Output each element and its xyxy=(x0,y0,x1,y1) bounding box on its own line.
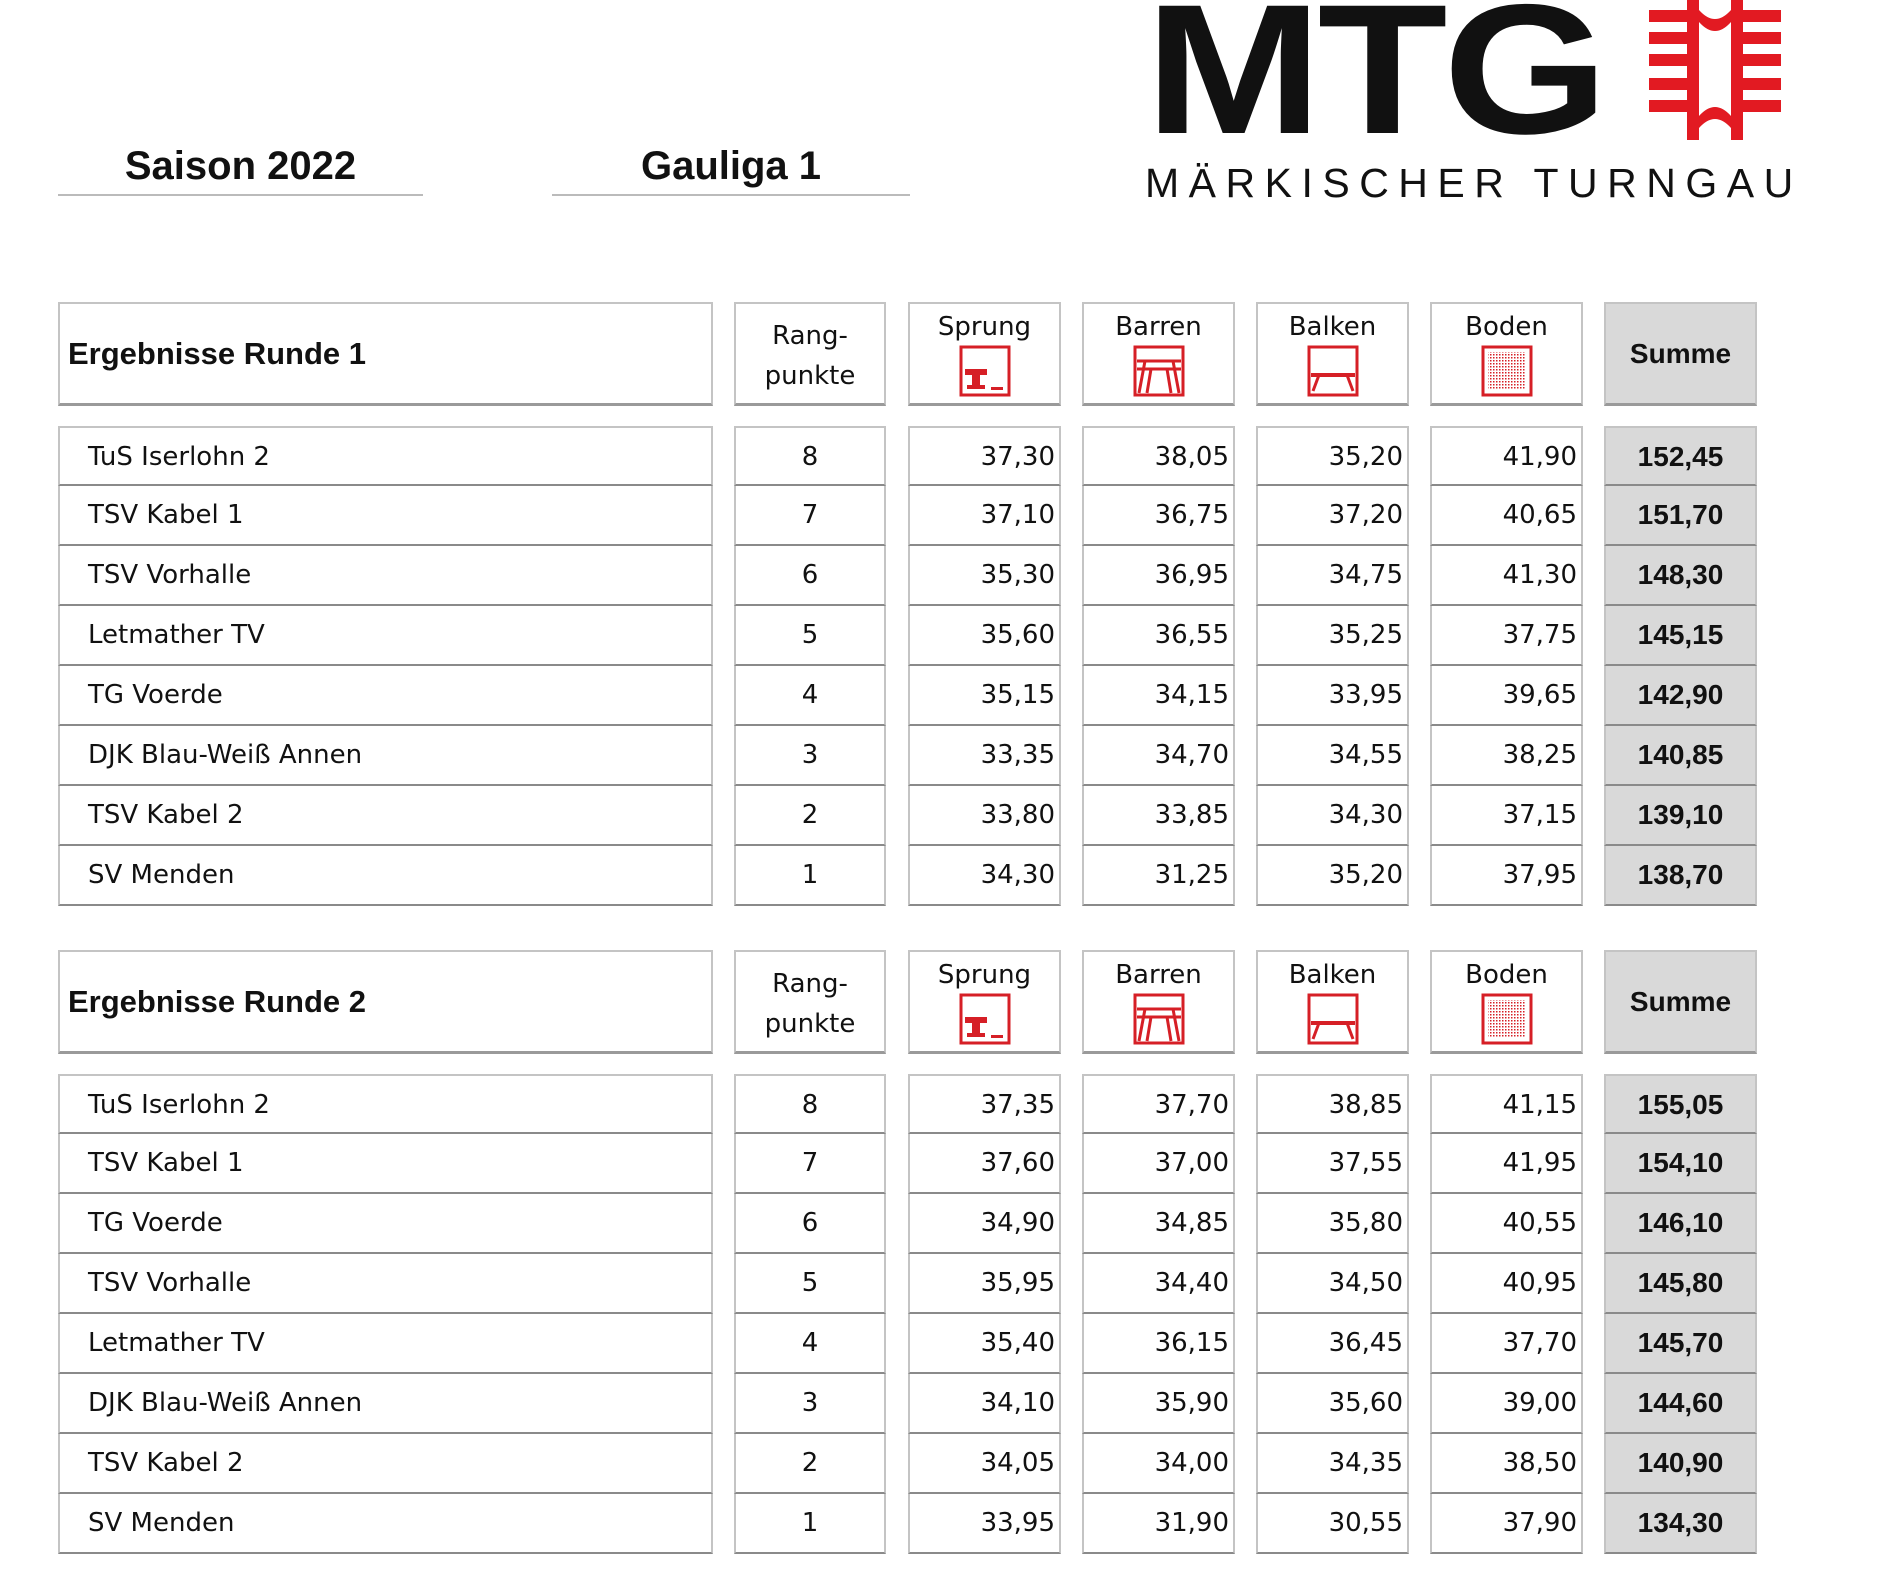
barren-score: 34,15 xyxy=(1082,666,1235,726)
total-score: 146,10 xyxy=(1604,1194,1757,1254)
beam-icon xyxy=(1307,345,1359,397)
team-name: TSV Kabel 2 xyxy=(58,786,713,846)
mtg-logo xyxy=(1140,0,1803,206)
barren-score: 34,85 xyxy=(1082,1194,1235,1254)
sprung-score: 37,30 xyxy=(908,426,1061,486)
total-score: 139,10 xyxy=(1604,786,1757,846)
total-score: 151,70 xyxy=(1604,486,1757,546)
rank-points: 6 xyxy=(734,1194,886,1254)
punkte-label: punkte xyxy=(764,361,856,391)
balken-score: 38,85 xyxy=(1256,1074,1409,1134)
rangpunkte-header xyxy=(734,302,886,406)
boden-score: 41,95 xyxy=(1430,1134,1583,1194)
balken-score: 37,55 xyxy=(1256,1134,1409,1194)
barren-score: 31,90 xyxy=(1082,1494,1235,1554)
boden-score: 41,30 xyxy=(1430,546,1583,606)
bars-icon xyxy=(1133,993,1185,1045)
balken-score: 36,45 xyxy=(1256,1314,1409,1374)
team-name: TSV Kabel 1 xyxy=(58,1134,713,1194)
balken-score: 34,75 xyxy=(1256,546,1409,606)
sprung-score: 37,10 xyxy=(908,486,1061,546)
balken-score: 35,20 xyxy=(1256,846,1409,906)
rank-points: 1 xyxy=(734,1494,886,1554)
boden-header xyxy=(1430,950,1583,1054)
team-name: TSV Vorhalle xyxy=(58,1254,713,1314)
total-score: 138,70 xyxy=(1604,846,1757,906)
barren-score: 37,70 xyxy=(1082,1074,1235,1134)
floor-icon xyxy=(1481,345,1533,397)
boden-score: 37,70 xyxy=(1430,1314,1583,1374)
team-name: TSV Kabel 1 xyxy=(58,486,713,546)
barren-score: 36,75 xyxy=(1082,486,1235,546)
rank-points: 5 xyxy=(734,1254,886,1314)
boden-header xyxy=(1430,302,1583,406)
sprung-score: 35,30 xyxy=(908,546,1061,606)
sprung-score: 34,30 xyxy=(908,846,1061,906)
boden-score: 38,25 xyxy=(1430,726,1583,786)
league-label: Gauliga 1 xyxy=(552,138,910,196)
team-name: TG Voerde xyxy=(58,1194,713,1254)
barren-score: 31,25 xyxy=(1082,846,1235,906)
boden-score: 40,65 xyxy=(1430,486,1583,546)
apparatus-label: Barren xyxy=(1115,312,1202,342)
bars-icon xyxy=(1133,345,1185,397)
barren-score: 34,00 xyxy=(1082,1434,1235,1494)
sprung-header xyxy=(908,950,1061,1054)
apparatus-label: Balken xyxy=(1288,960,1377,990)
barren-score: 37,00 xyxy=(1082,1134,1235,1194)
round-title: Ergebnisse Runde 1 xyxy=(58,302,713,406)
team-name: TG Voerde xyxy=(58,666,713,726)
sprung-score: 33,35 xyxy=(908,726,1061,786)
barren-score: 38,05 xyxy=(1082,426,1235,486)
barren-score: 36,15 xyxy=(1082,1314,1235,1374)
team-name: SV Menden xyxy=(58,1494,713,1554)
balken-score: 34,35 xyxy=(1256,1434,1409,1494)
team-name: Letmather TV xyxy=(58,1314,713,1374)
rank-points: 8 xyxy=(734,1074,886,1134)
team-name: TSV Kabel 2 xyxy=(58,1434,713,1494)
total-score: 152,45 xyxy=(1604,426,1757,486)
rank-points: 4 xyxy=(734,666,886,726)
summe-header: Summe xyxy=(1604,950,1757,1054)
total-score: 144,60 xyxy=(1604,1374,1757,1434)
team-name: DJK Blau-Weiß Annen xyxy=(58,1374,713,1434)
balken-header xyxy=(1256,302,1409,406)
rangpunkte-header xyxy=(734,950,886,1054)
boden-score: 40,55 xyxy=(1430,1194,1583,1254)
barren-score: 35,90 xyxy=(1082,1374,1235,1434)
barren-score: 33,85 xyxy=(1082,786,1235,846)
sprung-score: 37,60 xyxy=(908,1134,1061,1194)
apparatus-label: Balken xyxy=(1288,312,1377,342)
apparatus-label: Barren xyxy=(1115,960,1202,990)
total-score: 148,30 xyxy=(1604,546,1757,606)
balken-score: 30,55 xyxy=(1256,1494,1409,1554)
turner-cross-icon xyxy=(1645,0,1785,140)
sprung-score: 35,40 xyxy=(908,1314,1061,1374)
total-score: 145,70 xyxy=(1604,1314,1757,1374)
balken-score: 35,25 xyxy=(1256,606,1409,666)
team-name: TSV Vorhalle xyxy=(58,546,713,606)
rank-points: 6 xyxy=(734,546,886,606)
boden-score: 39,00 xyxy=(1430,1374,1583,1434)
boden-score: 39,65 xyxy=(1430,666,1583,726)
barren-score: 36,55 xyxy=(1082,606,1235,666)
season-label: Saison 2022 xyxy=(58,138,423,196)
rang-label: Rang- xyxy=(772,321,848,351)
rank-points: 3 xyxy=(734,726,886,786)
logo-subtitle: MÄRKISCHER TURNGAU xyxy=(1145,160,1803,206)
boden-score: 40,95 xyxy=(1430,1254,1583,1314)
floor-icon xyxy=(1481,993,1533,1045)
team-name: Letmather TV xyxy=(58,606,713,666)
total-score: 140,90 xyxy=(1604,1434,1757,1494)
boden-score: 37,75 xyxy=(1430,606,1583,666)
sprung-score: 34,10 xyxy=(908,1374,1061,1434)
rank-points: 1 xyxy=(734,846,886,906)
rank-points: 3 xyxy=(734,1374,886,1434)
balken-score: 35,20 xyxy=(1256,426,1409,486)
balken-header xyxy=(1256,950,1409,1054)
rank-points: 2 xyxy=(734,1434,886,1494)
rank-points: 5 xyxy=(734,606,886,666)
rank-points: 8 xyxy=(734,426,886,486)
vault-icon xyxy=(959,993,1011,1045)
punkte-label: punkte xyxy=(764,1009,856,1039)
barren-header xyxy=(1082,950,1235,1054)
summe-header: Summe xyxy=(1604,302,1757,406)
sprung-score: 35,60 xyxy=(908,606,1061,666)
balken-score: 34,55 xyxy=(1256,726,1409,786)
apparatus-label: Boden xyxy=(1465,312,1548,342)
balken-score: 34,30 xyxy=(1256,786,1409,846)
sprung-score: 33,95 xyxy=(908,1494,1061,1554)
logo-text: MTG xyxy=(1145,0,1604,173)
sprung-score: 34,05 xyxy=(908,1434,1061,1494)
rank-points: 4 xyxy=(734,1314,886,1374)
boden-score: 37,90 xyxy=(1430,1494,1583,1554)
total-score: 145,80 xyxy=(1604,1254,1757,1314)
total-score: 155,05 xyxy=(1604,1074,1757,1134)
total-score: 140,85 xyxy=(1604,726,1757,786)
sprung-score: 35,15 xyxy=(908,666,1061,726)
balken-score: 37,20 xyxy=(1256,486,1409,546)
sprung-score: 35,95 xyxy=(908,1254,1061,1314)
apparatus-label: Sprung xyxy=(937,960,1032,990)
round-title: Ergebnisse Runde 2 xyxy=(58,950,713,1054)
total-score: 134,30 xyxy=(1604,1494,1757,1554)
boden-score: 37,95 xyxy=(1430,846,1583,906)
rank-points: 7 xyxy=(734,486,886,546)
barren-score: 34,40 xyxy=(1082,1254,1235,1314)
balken-score: 33,95 xyxy=(1256,666,1409,726)
rank-points: 7 xyxy=(734,1134,886,1194)
boden-score: 37,15 xyxy=(1430,786,1583,846)
team-name: DJK Blau-Weiß Annen xyxy=(58,726,713,786)
boden-score: 41,15 xyxy=(1430,1074,1583,1134)
team-name: TuS Iserlohn 2 xyxy=(58,1074,713,1134)
team-name: TuS Iserlohn 2 xyxy=(58,426,713,486)
apparatus-label: Boden xyxy=(1465,960,1548,990)
barren-header xyxy=(1082,302,1235,406)
total-score: 142,90 xyxy=(1604,666,1757,726)
barren-score: 36,95 xyxy=(1082,546,1235,606)
beam-icon xyxy=(1307,993,1359,1045)
barren-score: 34,70 xyxy=(1082,726,1235,786)
rank-points: 2 xyxy=(734,786,886,846)
rang-label: Rang- xyxy=(772,969,848,999)
boden-score: 41,90 xyxy=(1430,426,1583,486)
total-score: 145,15 xyxy=(1604,606,1757,666)
balken-score: 35,80 xyxy=(1256,1194,1409,1254)
sprung-score: 34,90 xyxy=(908,1194,1061,1254)
apparatus-label: Sprung xyxy=(937,312,1032,342)
total-score: 154,10 xyxy=(1604,1134,1757,1194)
sprung-score: 33,80 xyxy=(908,786,1061,846)
sprung-header xyxy=(908,302,1061,406)
sprung-score: 37,35 xyxy=(908,1074,1061,1134)
balken-score: 34,50 xyxy=(1256,1254,1409,1314)
team-name: SV Menden xyxy=(58,846,713,906)
vault-icon xyxy=(959,345,1011,397)
balken-score: 35,60 xyxy=(1256,1374,1409,1434)
boden-score: 38,50 xyxy=(1430,1434,1583,1494)
